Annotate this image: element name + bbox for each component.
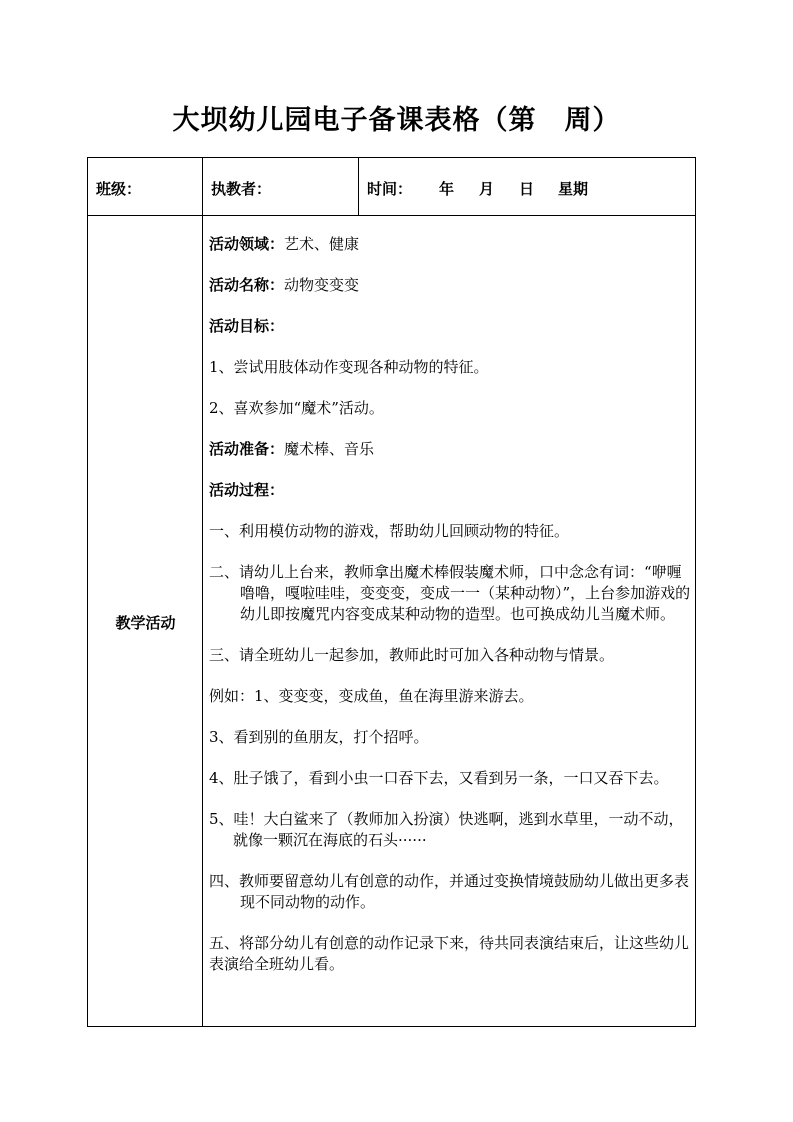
month-label: 月	[479, 180, 495, 198]
step-2: 二、请幼儿上台来，教师拿出魔术棒假装魔术师，口中念念有词：“咿喱噜噜，嘎啦哇哇，变变变，变成一一（某种动物）”，上台参加游戏的幼儿即按魔咒内容变成某种动物的造型。也可换成幼儿当魔术师。	[209, 563, 691, 623]
goal-label: 活动目标：	[209, 317, 285, 335]
domain-line	[209, 234, 691, 255]
section-label-cell	[87, 215, 203, 1027]
teacher-cell	[202, 157, 359, 216]
day-label: 日	[519, 180, 535, 198]
teacher-label: 执教者：	[211, 180, 272, 198]
example-1: 例如：1、变变变，变成鱼，鱼在海里游来游去。	[209, 687, 534, 705]
domain-label: 活动领域：	[209, 235, 285, 253]
step-1: 一、利用模仿动物的游戏，帮助幼儿回顾动物的特征。	[209, 522, 570, 540]
process-label: 活动过程：	[209, 481, 285, 499]
step-4: 四、教师要留意幼儿有创意的动作，并通过变换情境鼓励幼儿做出更多表现不同动物的动作。	[209, 872, 690, 911]
page-title: 大坝幼儿园电子备课表格（第 周）	[172, 105, 621, 136]
class-cell	[87, 157, 203, 216]
lesson-content	[209, 234, 691, 975]
step-3: 三、请全班幼儿一起参加，教师此时可加入各种动物与情景。	[209, 646, 615, 664]
name-label: 活动名称：	[209, 276, 285, 294]
goal-2: 2、喜欢参加“魔术”活动。	[209, 399, 384, 417]
example-3: 3、看到别的鱼朋友，打个招呼。	[209, 728, 429, 746]
weekday-label: 星期	[558, 180, 589, 198]
prep-line	[209, 439, 691, 460]
name-line	[209, 275, 691, 296]
time-cell	[358, 157, 696, 216]
example-4: 4、肚子饿了，看到小虫一口吞下去，又看到另一条，一口又吞下去。	[209, 769, 669, 787]
class-label: 班级：	[96, 180, 142, 198]
time-label: 时间：	[367, 180, 413, 198]
section-label: 教学活动	[115, 614, 176, 632]
goal-1: 1、尝试用肢体动作变现各种动物的特征。	[209, 358, 489, 376]
year-label: 年	[439, 180, 455, 198]
prep-value: 魔术棒、音乐	[284, 440, 375, 458]
prep-label: 活动准备：	[209, 440, 285, 458]
example-5: 5、哇！大白鲨来了（教师加入扮演）快逃啊，逃到水草里，一动不动，就像一颗沉在海底的石头······	[209, 810, 684, 849]
domain-value: 艺术、健康	[284, 235, 360, 253]
step-5: 五、将部分幼儿有创意的动作记录下来，待共同表演结束后，让这些幼儿表演给全班幼儿看。	[209, 934, 690, 973]
name-value: 动物变变变	[284, 276, 360, 294]
